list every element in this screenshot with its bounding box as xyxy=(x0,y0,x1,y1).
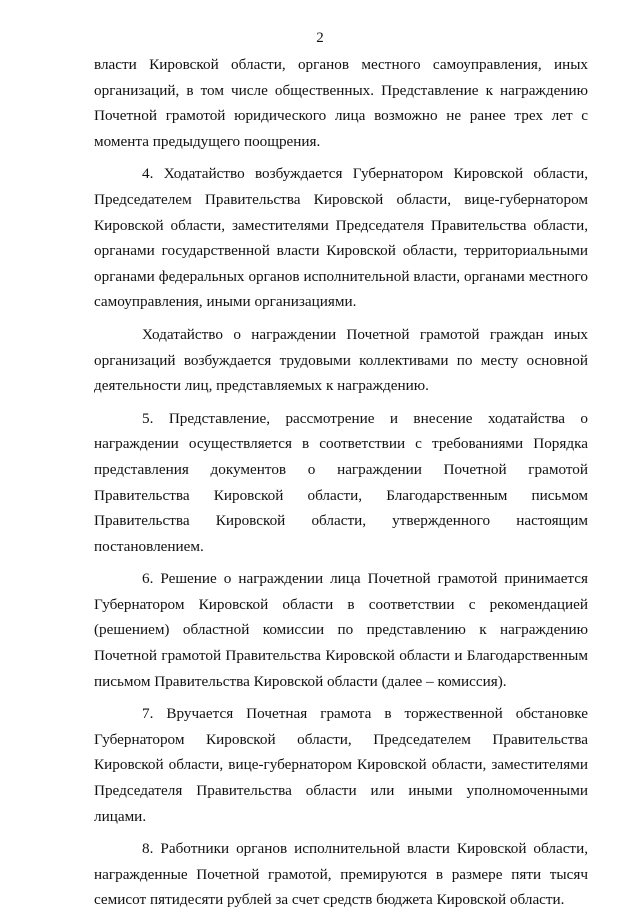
paragraph-item-5: 5. Представление, рассмотрение и внесение ходатайства о награждении осуществляется в соответствии с требованиями Порядка представления документов о награждении Почетной грамотой Правительства Кировской области, Благодарственным письмом Правительства Кировской области, утвержденного настоящим постановлением. xyxy=(94,409,588,555)
paragraph-item-4-note: Ходатайство о награждении Почетной грамотой граждан иных организаций возбуждается трудовыми коллективами по месту основной деятельности лиц, представляемых к награждению. xyxy=(94,325,588,395)
paragraph-item-8: 8. Работники органов исполнительной власти Кировской области, награжденные Почетной грамотой, премируются в размере пяти тысяч семисот пятидесяти рублей за счет средств бюджета Кировской области. xyxy=(94,840,588,909)
paragraph-item-6: 6. Решение о награждении лица Почетной грамотой принимается Губернатором Кировской области в соответствии с рекомендацией (решением) областной комиссии по представлению к награждению Почетной грамотой Правительства Кировской области и Благодарственным письмом Правительства Кировской области (далее – комиссия). xyxy=(94,570,588,690)
paragraph-item-4: 4. Ходатайство возбуждается Губернатором Кировской области, Председателем Правительства Кировской области, вице-губернатором Кировской области, заместителями Председателя Правительства области, органами государственной власти Кировской области, территориальными органами федеральных органов исполнительной власти, органами местного самоуправления, иными организациями. xyxy=(94,165,588,311)
page-number: 2 xyxy=(316,30,324,46)
paragraph-continuation: власти Кировской области, органов местного самоуправления, иных организаций, в том числе общественных. Представление к награждению Почетной грамотой юридического лица возможно не ранее трех лет с момента предыдущего поощрения. xyxy=(94,56,588,150)
document-body xyxy=(94,52,588,920)
paragraph-item-7: 7. Вручается Почетная грамота в торжественной обстановке Губернатором Кировской области, Председателем Правительства Кировской области, вице-губернатором Кировской области, заместителями Председателя Правительства области или иными уполномоченными лицами. xyxy=(94,705,588,825)
